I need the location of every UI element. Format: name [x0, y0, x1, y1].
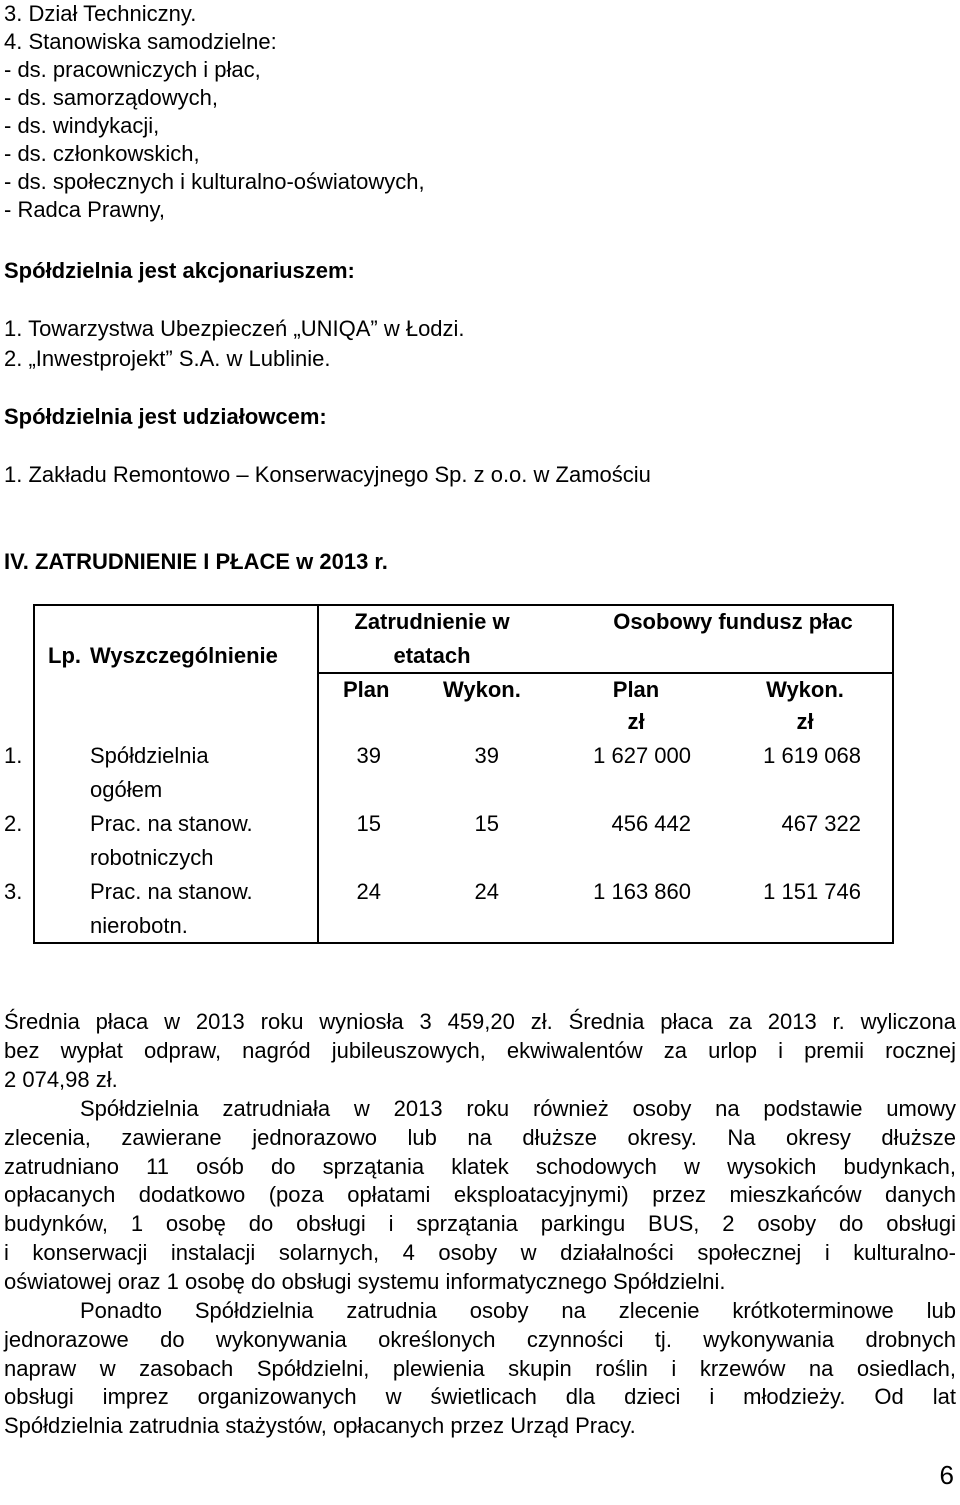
- paragraph-line: bez wypłat odpraw, nagród jubileuszowych, ekwiwalentów za urlop i premii rocznej: [4, 1037, 956, 1063]
- row-description: Prac. na stanow.: [90, 811, 253, 836]
- table-border: [33, 604, 894, 606]
- row-description: Spółdzielnia: [90, 743, 209, 768]
- row-lp: 2.: [4, 811, 23, 836]
- list-item: - ds. pracowniczych i płac,: [4, 57, 261, 82]
- paragraph-line: Spółdzielnia zatrudnia stażystów, opłacanych przez Urząd Pracy.: [4, 1413, 636, 1439]
- paragraph-line: 2 074,98 zł.: [4, 1066, 118, 1092]
- row-fund-plan: 1 163 860: [593, 879, 691, 904]
- header-lp: Lp.: [48, 643, 81, 668]
- list-item: - ds. członkowskich,: [4, 141, 200, 166]
- paragraph-line: zlecenia, zawierane jednorazowo lub na dłuższe okresy. Na okresy dłuższe: [4, 1124, 956, 1150]
- row-executed: 24: [474, 879, 499, 904]
- paragraph-line: oświatowej oraz 1 osobę do obsługi systemu informatycznego Spółdzielni.: [4, 1268, 726, 1294]
- table-border: [33, 942, 894, 944]
- header-fund-plan: Plan: [612, 677, 660, 702]
- table-border: [33, 604, 35, 944]
- row-description: robotniczych: [90, 845, 214, 870]
- stake-heading: Spółdzielnia jest udziałowcem:: [4, 404, 327, 429]
- paragraph-line: obsługi imprez organizowanych w świetlicach dla dzieci i młodzieży. Od lat: [4, 1384, 956, 1410]
- row-description: nierobotn.: [90, 913, 188, 938]
- header-plan: Plan: [343, 677, 390, 702]
- paragraph-line: Ponadto Spółdzielnia zatrudnia osoby na zlecenie krótkoterminowe lub: [80, 1298, 956, 1323]
- row-lp: 3.: [4, 879, 23, 904]
- row-executed: 15: [474, 811, 499, 836]
- row-lp: 1.: [4, 743, 23, 768]
- row-fund-executed: 467 322: [781, 811, 861, 836]
- paragraph-line: i konserwacji instalacji solarnych, 4 osoby w działalności społecznej i kulturalno-: [4, 1239, 956, 1265]
- table-border: [317, 672, 894, 674]
- shareholder-heading: Spółdzielnia jest akcjonariuszem:: [4, 258, 355, 283]
- employment-table: [4, 604, 894, 944]
- row-plan: 39: [356, 743, 381, 768]
- row-description: ogółem: [90, 777, 163, 802]
- list-item: - Radca Prawny,: [4, 197, 165, 222]
- row-fund-plan: 1 627 000: [593, 743, 691, 768]
- paragraph-line: Spółdzielnia zatrudniała w 2013 roku również osoby na podstawie umowy: [80, 1096, 956, 1121]
- list-item: 4. Stanowiska samodzielne:: [4, 29, 277, 54]
- section-title: IV. ZATRUDNIENIE I PŁACE w 2013 r.: [4, 549, 388, 574]
- list-item: - ds. samorządowych,: [4, 85, 218, 110]
- salary-paragraph: [4, 1008, 956, 1094]
- header-fund-executed: Wykon.: [766, 677, 844, 702]
- paragraph-line: zatrudniano 11 osób do sprzątania klatek schodowych w wysokich budynkach,: [4, 1153, 956, 1179]
- header-employment-units: etatach: [393, 643, 471, 668]
- list-item: 1. Towarzystwa Ubezpieczeń „UNIQA” w Łodzi.: [4, 316, 465, 341]
- list-item: - ds. społecznych i kulturalno-oświatowych,: [4, 169, 425, 194]
- list-item: - ds. windykacji,: [4, 113, 160, 138]
- row-description: Prac. na stanow.: [90, 879, 253, 904]
- header-executed: Wykon.: [443, 677, 521, 702]
- contracts-paragraph: [4, 1095, 956, 1297]
- row-plan: 24: [356, 879, 381, 904]
- list-item: 2. „Inwestprojekt” S.A. w Lublinie.: [4, 346, 331, 371]
- header-fund-plan-unit: zł: [627, 709, 645, 734]
- header-employment: Zatrudnienie w: [354, 609, 510, 634]
- row-fund-executed: 1 151 746: [763, 879, 861, 904]
- paragraph-line: budynków, 1 osobę do obsługi i sprzątania parkingu BUS, 2 osoby do obsługi: [4, 1211, 956, 1237]
- paragraph-line: jednorazowe do wykonywania określonych czynności tj. wykonywania drobnych: [4, 1326, 956, 1352]
- header-fund-executed-unit: zł: [796, 709, 814, 734]
- row-fund-plan: 456 442: [611, 811, 691, 836]
- header-payroll-fund: Osobowy fundusz płac: [613, 609, 853, 634]
- list-item: 1. Zakładu Remontowo – Konserwacyjnego Sp. z o.o. w Zamościu: [4, 462, 651, 487]
- paragraph-line: opłacanych dodatkowo (poza opłatami eksploatacyjnymi) przez mieszkańców danych: [4, 1182, 956, 1208]
- short-term-paragraph: [4, 1297, 956, 1441]
- row-fund-executed: 1 619 068: [763, 743, 861, 768]
- page-number: 6: [939, 1460, 954, 1490]
- paragraph-line: napraw w zasobach Spółdzielni, plewienia skupin roślin i krzewów na osiedlach,: [4, 1355, 956, 1381]
- row-executed: 39: [474, 743, 499, 768]
- table-border: [892, 604, 894, 944]
- row-plan: 15: [356, 811, 381, 836]
- paragraph-line: Średnia płaca w 2013 roku wyniosła 3 459,20 zł. Średnia płaca za 2013 r. wyliczona: [4, 1009, 956, 1034]
- header-description: Wyszczególnienie: [90, 643, 278, 668]
- list-item: 3. Dział Techniczny.: [4, 1, 197, 26]
